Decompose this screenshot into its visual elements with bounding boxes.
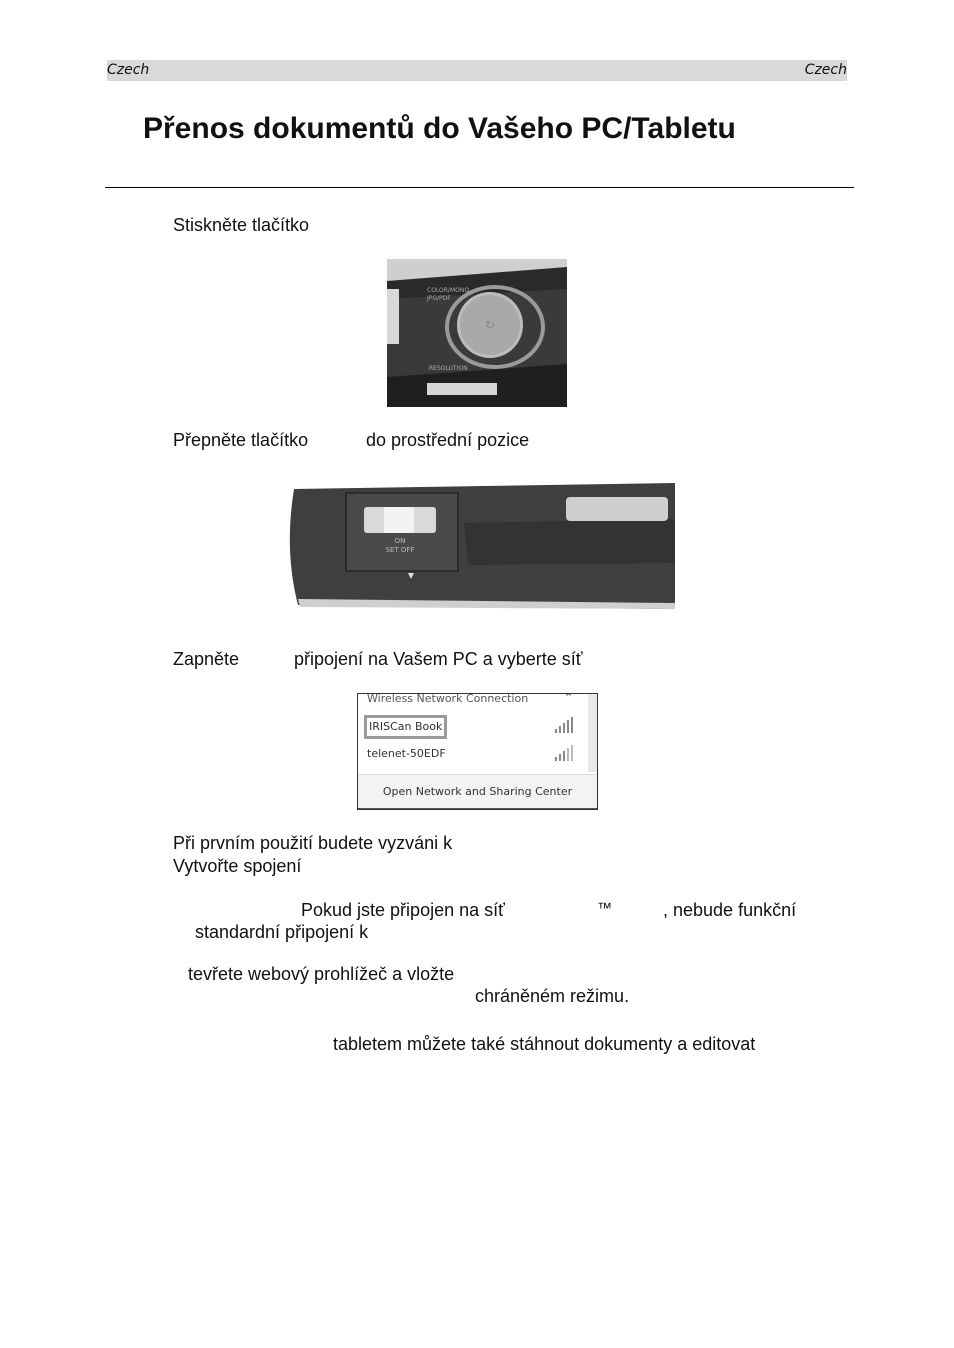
switch-label-on: ON (394, 537, 406, 545)
page-title: Přenos dokumentů do Vašeho PC/Tabletu (143, 112, 736, 145)
wifi-network-name: IRISCan Book (369, 720, 443, 733)
first-use-text: Při prvním použití budete vyzváni k (173, 833, 453, 853)
note-text-a: Pokud jste připojen na síť (301, 900, 505, 920)
wifi-network-list (357, 693, 598, 810)
header-language-right: Czech (804, 62, 847, 78)
browser-instruction-text: tevřete webový prohlížeč a vložte (188, 964, 455, 984)
signal-strength-icon (554, 716, 574, 737)
collapse-chevron-icon[interactable]: ⌃ (564, 691, 574, 704)
tablet-download-text: tabletem můžete také stáhnout dokumenty a editovat (333, 1034, 756, 1054)
wifi-network-iriscan[interactable] (364, 715, 447, 739)
step-3-text-b: připojení na Vašem PC a vyberte síť (294, 649, 583, 669)
step-3-text-a: Zapněte (173, 649, 240, 669)
wifi-network-telenet[interactable] (367, 747, 446, 760)
wifi-list-header: Wireless Network Connection (367, 692, 529, 705)
panel-bottom-border (358, 808, 597, 809)
step-1-text: Stiskněte tlačítko (173, 215, 310, 235)
step-2-text-b: do prostřední pozice (366, 430, 530, 450)
trademark-symbol: ™ (597, 900, 612, 917)
scanner-label-color: COLOR/MONO (427, 287, 470, 294)
switch-label-off: SET OFF (385, 546, 415, 554)
page-header (107, 60, 847, 81)
protected-mode-text: chráněném režimu. (475, 986, 630, 1006)
header-language-left: Czech (107, 62, 150, 78)
network-sharing-center-link[interactable]: Open Network and Sharing Center (358, 774, 597, 808)
wifi-list-scrollbar[interactable] (588, 694, 597, 772)
create-connection-text: Vytvořte spojení (173, 856, 302, 876)
scanner-label-resolution: RESOLUTION (429, 365, 468, 372)
power-switch-photo (284, 481, 675, 614)
scanner-label-format: JPG/PDF (427, 295, 451, 302)
title-divider (105, 187, 854, 188)
step-2-text-a: Přepněte tlačítko (173, 430, 309, 450)
svg-text:↻: ↻ (484, 318, 496, 332)
note-text-b: , nebude funkční (663, 900, 797, 920)
signal-strength-icon (554, 744, 574, 765)
wifi-network-name: telenet-50EDF (367, 747, 446, 760)
note-text-line2: standardní připojení k (195, 922, 369, 942)
scan-button-photo (387, 259, 567, 407)
